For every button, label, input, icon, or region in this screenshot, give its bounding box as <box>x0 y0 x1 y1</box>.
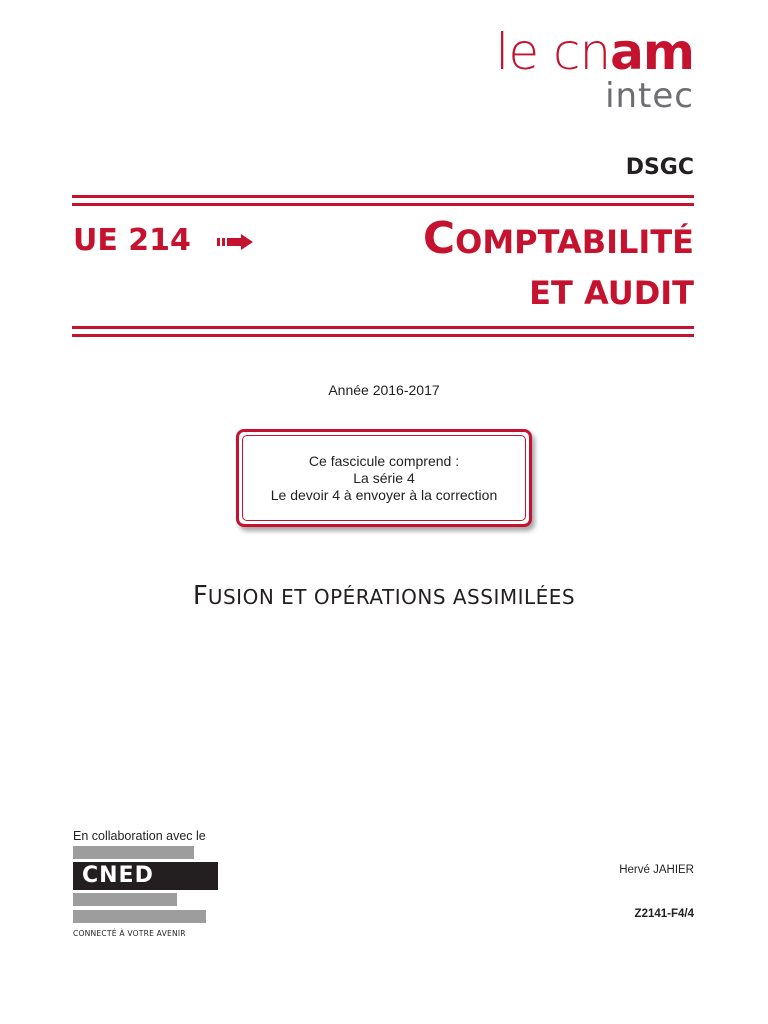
divider-bottom-2 <box>72 334 694 337</box>
chapter-title-rest: USION ET OPÉRATIONS ASSIMILÉES <box>207 585 576 609</box>
cned-bar-2 <box>73 893 177 906</box>
course-title-line-1 <box>423 212 694 275</box>
document-reference: Z2141-F4/4 <box>634 908 694 920</box>
content-line-3: Le devoir 4 à envoyer à la correction <box>270 487 498 503</box>
logo-le: le <box>495 23 553 81</box>
divider-bottom-1 <box>72 326 694 329</box>
intec-logo: intec <box>605 76 694 116</box>
author-name: Hervé JAHIER <box>619 864 694 876</box>
course-title-rest: OMPTABILITÉ <box>455 223 694 261</box>
chapter-title-initial: F <box>192 581 208 611</box>
cned-bar-1 <box>73 846 194 859</box>
content-line-1: Ce fascicule comprend : <box>308 453 460 469</box>
logo-am: am <box>610 23 694 81</box>
content-line-2: La série 4 <box>353 470 415 486</box>
arrow-right-icon <box>217 233 257 251</box>
course-title-line-2: ET AUDIT <box>529 274 694 312</box>
program-label: DSGC <box>625 155 694 180</box>
collaboration-label: En collaboration avec le <box>73 829 206 843</box>
academic-year: Année 2016-2017 <box>328 382 440 398</box>
cned-bar-3 <box>73 910 206 923</box>
course-title-initial: C <box>422 213 456 264</box>
divider-top-1 <box>72 195 694 198</box>
cnam-logo <box>495 22 694 82</box>
chapter-title <box>0 578 768 617</box>
ue-label: UE 214 <box>73 223 191 258</box>
logo-cn: cn <box>552 23 611 81</box>
divider-top-2 <box>72 203 694 206</box>
cned-tagline: CONNECTÉ À VOTRE AVENIR <box>73 929 186 938</box>
cned-logo-text: CNED <box>82 863 154 888</box>
